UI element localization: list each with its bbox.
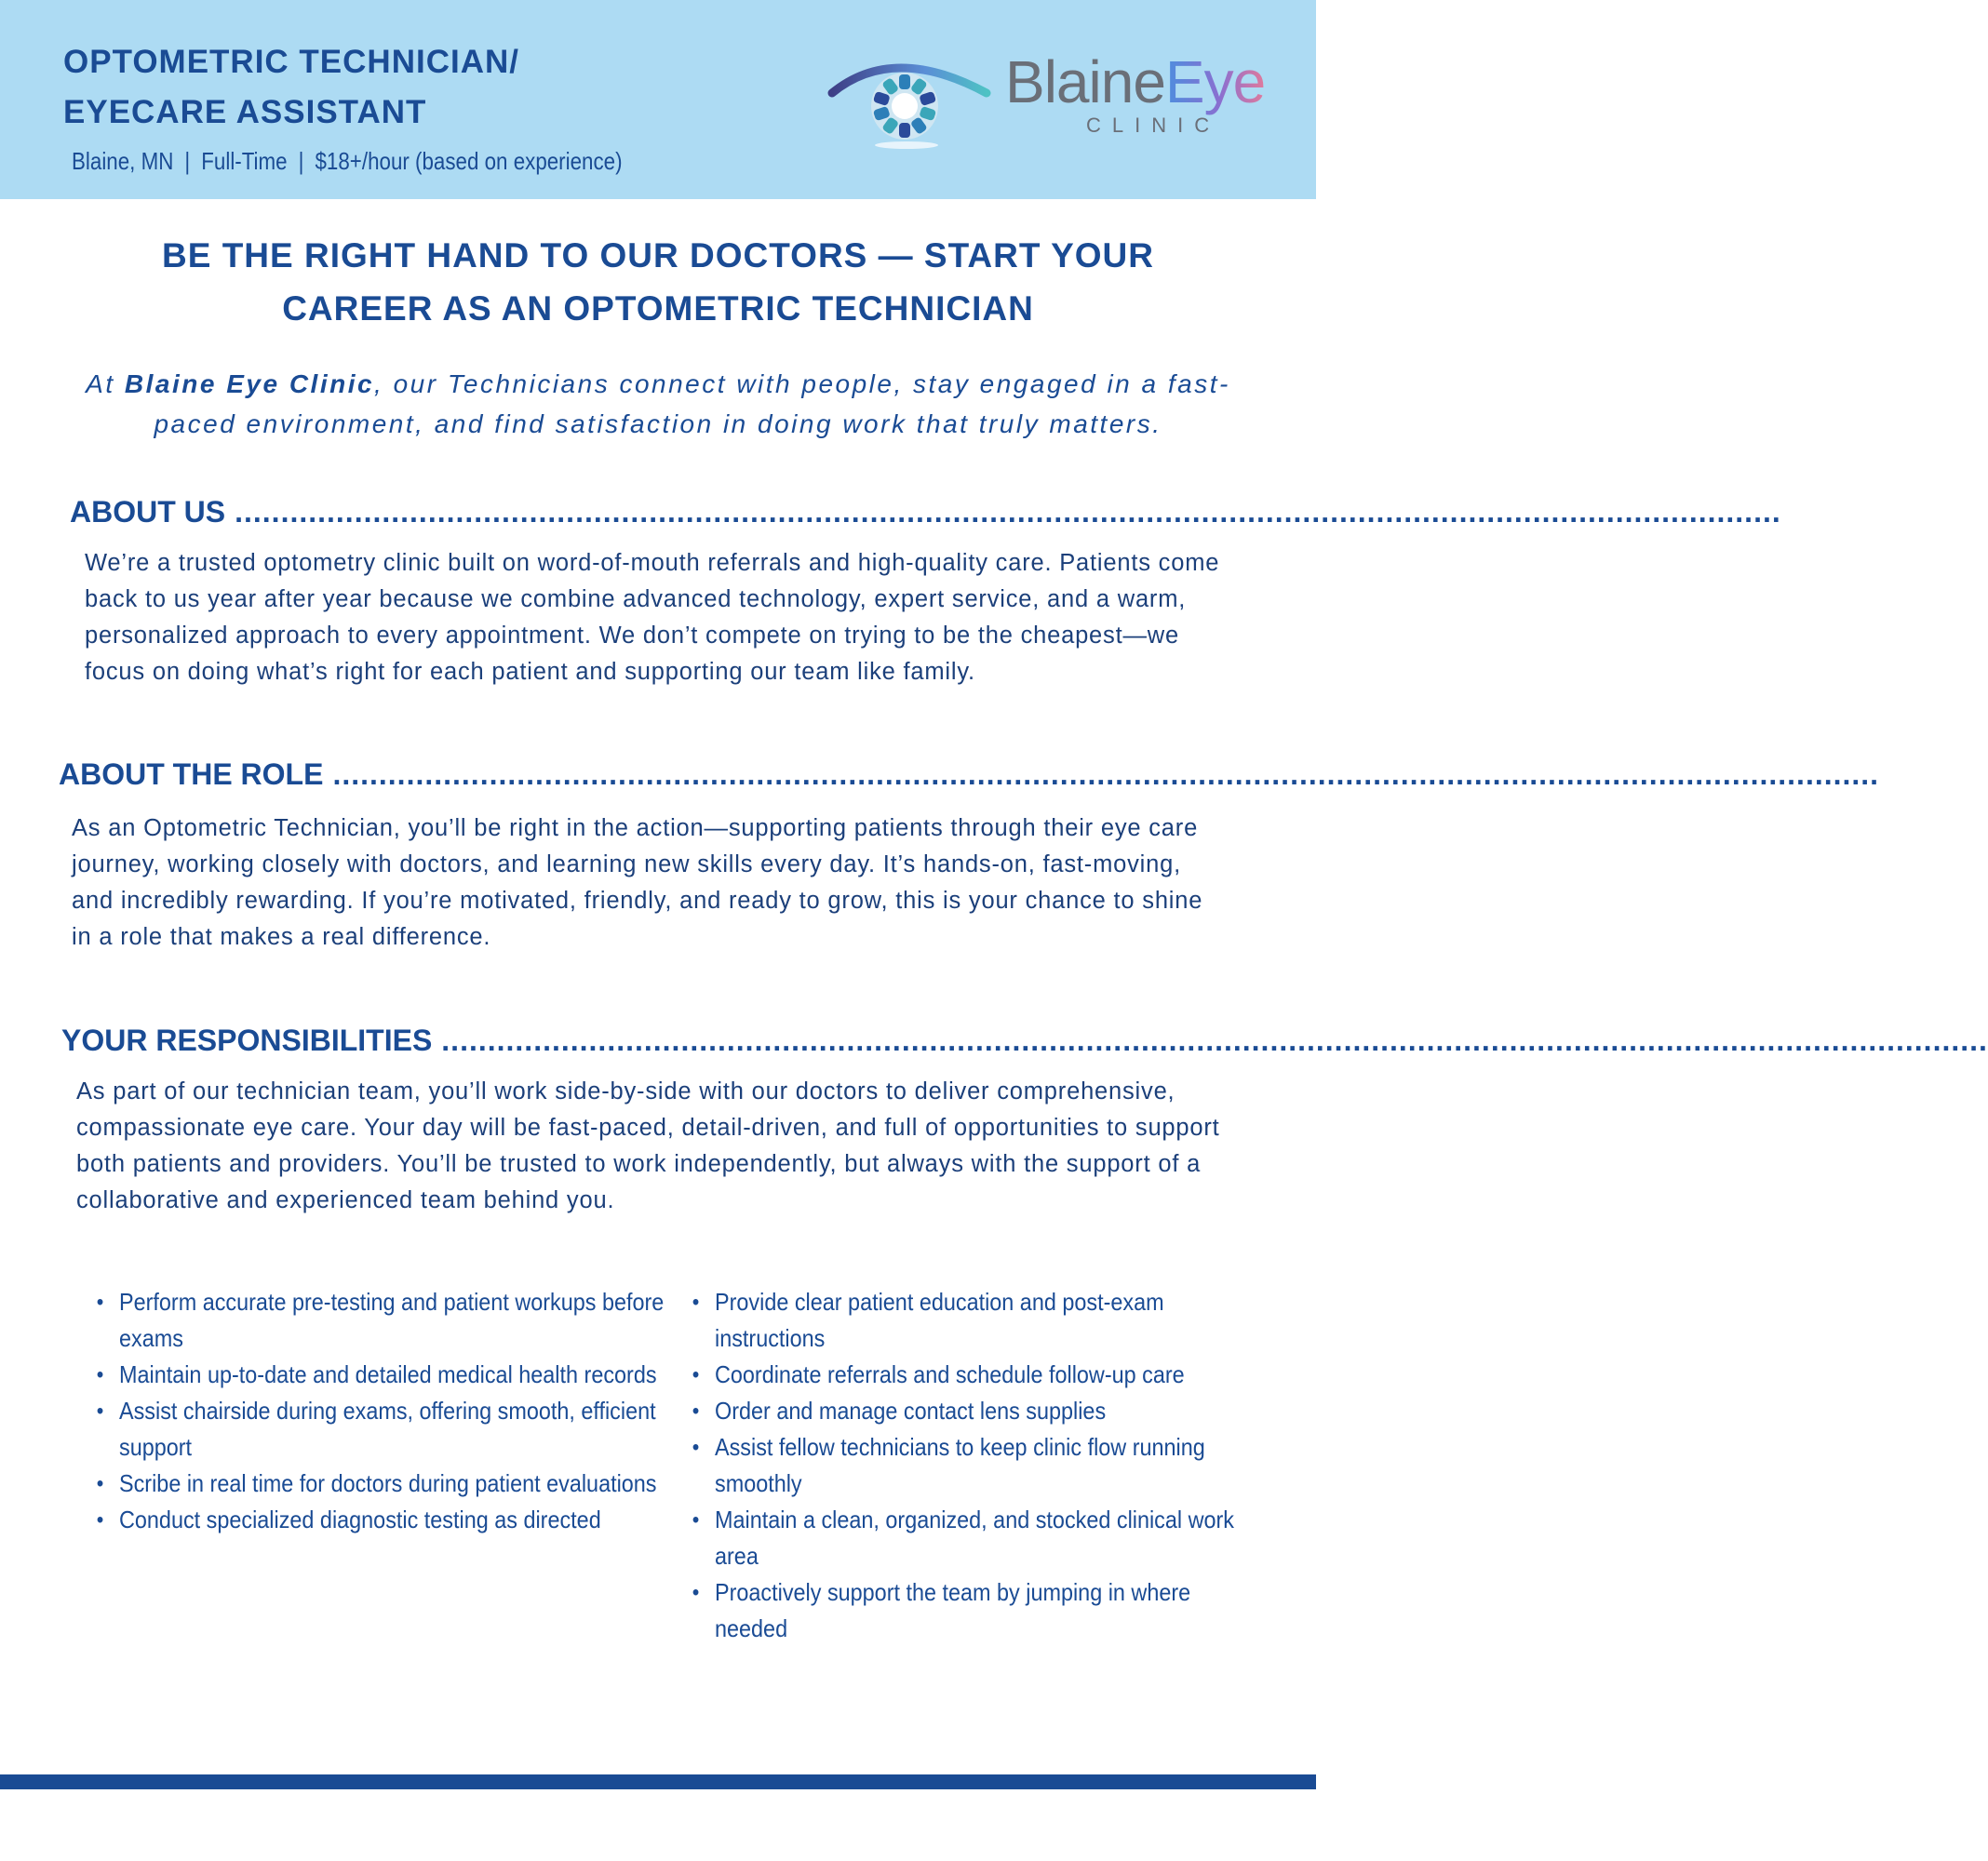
headline-line2: CAREER AS AN OPTOMETRIC TECHNICIAN (282, 289, 1034, 328)
list-item: • Maintain up-to-date and detailed medical health records (119, 1357, 684, 1393)
about-role-heading (59, 756, 1880, 793)
heading-dot-leader: ........................................................................................................................................................................ (332, 757, 1880, 791)
job-meta (72, 147, 623, 176)
clinic-logo (828, 45, 1294, 156)
list-item: • Assist chairside during exams, offering smooth, efficient support (119, 1393, 684, 1466)
responsibilities-heading (61, 1022, 1988, 1059)
about-us-heading (70, 493, 1781, 530)
about-role-heading-text: ABOUT THE ROLE (59, 757, 324, 791)
responsibilities-list-right (685, 1284, 1243, 1647)
list-item: • Proactively support the team by jumping in where needed (715, 1574, 1243, 1647)
list-item: • Assist fellow technicians to keep clinic flow running smoothly (715, 1429, 1243, 1502)
job-pay: $18+/hour (based on experience) (315, 147, 623, 175)
footer-bar (0, 1774, 1316, 1789)
headline-line1: BE THE RIGHT HAND TO OUR DOCTORS — START YOUR (162, 236, 1154, 274)
logo-subtitle: CLINIC (1086, 114, 1221, 137)
list-item: • Coordinate referrals and schedule follow-up care (715, 1357, 1243, 1393)
intro-text (74, 364, 1242, 444)
list-item: • Order and manage contact lens supplies (715, 1393, 1243, 1429)
responsibilities-heading-text: YOUR RESPONSIBILITIES (61, 1024, 433, 1057)
job-title (63, 37, 519, 138)
heading-dot-leader: ........................................................................................................................................................................ (235, 495, 1781, 529)
job-title-line1: OPTOMETRIC TECHNICIAN/ (63, 44, 519, 80)
heading-dot-leader: ........................................................................................................................................................................ (441, 1024, 1988, 1057)
job-location: Blaine, MN (72, 147, 174, 175)
responsibilities-list-left (89, 1284, 685, 1647)
job-title-line2: EYECARE ASSISTANT (63, 94, 427, 130)
meta-separator: | (298, 147, 304, 175)
logo-wordmark (1005, 47, 1265, 117)
intro-prefix: At (86, 369, 125, 398)
headline (93, 229, 1223, 335)
eye-logo-icon (828, 45, 996, 156)
intro-body: , our Technicians connect with people, stay engaged in a fast-paced environment, and find satisfaction in doing work that truly matters. (154, 369, 1230, 438)
logo-word-blaine: Blaine (1005, 48, 1165, 115)
intro-company-name: Blaine Eye Clinic (124, 369, 375, 398)
list-item: • Maintain a clean, organized, and stocked clinical work area (715, 1502, 1243, 1574)
about-role-body: As an Optometric Technician, you’ll be right in the action—supporting patients through their eye care journey, working closely with doctors, and learning new skills every day. It’s hands-on, fast-moving, and incredibly rewarding. If you’re motivated, friendly, and ready to grow, this is your chance to shine in a role that makes a real difference. (72, 815, 1203, 950)
responsibilities-lists (89, 1284, 1243, 1647)
list-item: • Perform accurate pre-testing and patient workups before exams (119, 1284, 684, 1357)
about-us-heading-text: ABOUT US (70, 495, 226, 529)
responsibilities-body: As part of our technician team, you’ll work side-by-side with our doctors to deliver comprehensive, compassionate eye care. Your day will be fast-paced, detail-driven, and full of opportunities to support both patients and providers. You’ll be trusted to work independently, but always with the support of a collaborative and experienced team behind you. (76, 1078, 1220, 1213)
list-item: • Conduct specialized diagnostic testing as directed (119, 1502, 684, 1538)
header-banner (0, 0, 1316, 199)
logo-word-eye: Eye (1164, 48, 1266, 115)
about-us-body: We’re a trusted optometry clinic built on word-of-mouth referrals and high-quality care. Patients come back to us year after year because we combine advanced technology, expert service, and a warm, personalized approach to every appointment. We don’t compete on trying to be the cheapest—we focus on doing what’s right for each patient and supporting our team like family. (85, 550, 1220, 685)
list-item: • Scribe in real time for doctors during patient evaluations (119, 1466, 684, 1502)
meta-separator: | (184, 147, 191, 175)
list-item: • Provide clear patient education and post-exam instructions (715, 1284, 1243, 1357)
job-employment-type: Full-Time (201, 147, 288, 175)
